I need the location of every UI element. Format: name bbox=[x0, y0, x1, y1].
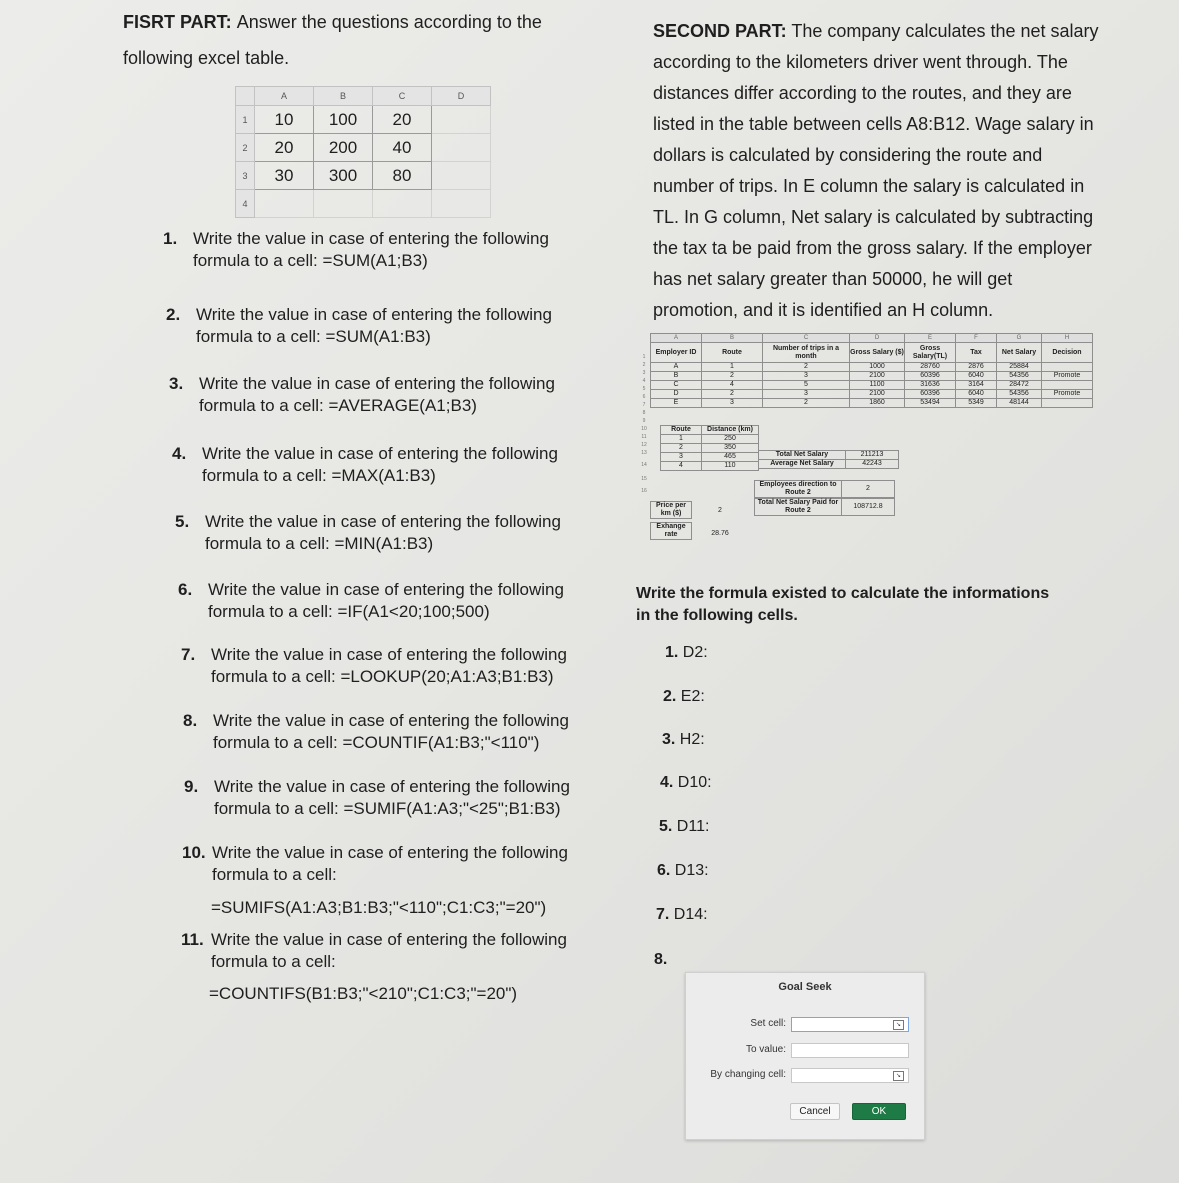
row-header: 4 bbox=[236, 190, 255, 218]
table-cell: 30 bbox=[255, 162, 314, 190]
table-cell: 40 bbox=[373, 134, 432, 162]
row-number: 11 bbox=[641, 434, 647, 440]
col-header: C bbox=[763, 334, 850, 343]
header-cell: Tax bbox=[956, 343, 997, 363]
table-cell: 6040 bbox=[956, 390, 997, 399]
cell-item-1 bbox=[665, 644, 708, 662]
question-number: 11. bbox=[181, 930, 204, 949]
question-formula: formula to a cell: =SUMIF(A1:A3;"<25";B1:B3) bbox=[214, 799, 561, 818]
table-cell: 1 bbox=[702, 363, 763, 372]
cell-label: D10: bbox=[677, 774, 712, 791]
table-cell bbox=[1042, 363, 1093, 372]
row-number: 10 bbox=[641, 426, 647, 432]
table-cell bbox=[373, 190, 432, 218]
formula-prompt bbox=[636, 583, 1049, 627]
ok-button[interactable]: OK bbox=[852, 1103, 906, 1120]
table-cell: 60396 bbox=[905, 390, 956, 399]
table-cell: 2876 bbox=[956, 363, 997, 372]
question-formula: =SUMIFS(A1:A3;B1:B3;"<110";C1:C3;"=20") bbox=[211, 898, 547, 917]
col-header: G bbox=[997, 334, 1042, 343]
header-cell: Gross Salary(TL) bbox=[905, 343, 956, 363]
table-cell: C bbox=[651, 381, 702, 390]
avg-net-label: Average Net Salary bbox=[758, 459, 846, 469]
table-cell bbox=[432, 106, 491, 134]
cell-number: 4. bbox=[660, 774, 674, 791]
row-number: 3 bbox=[642, 370, 646, 376]
question-number: 3. bbox=[169, 374, 184, 393]
col-header: C bbox=[373, 87, 432, 106]
row-number: 7 bbox=[642, 402, 646, 408]
table-cell bbox=[1042, 381, 1093, 390]
total-net-label: Total Net Salary bbox=[758, 450, 846, 460]
part2-line: TL. In G column, Net salary is calculated by subtracting bbox=[653, 207, 1094, 227]
question-number: 10. bbox=[182, 843, 206, 862]
question-10 bbox=[182, 842, 572, 886]
question-9 bbox=[184, 776, 574, 820]
question-text: Write the value in case of entering the following bbox=[211, 645, 567, 664]
cell-label: H2: bbox=[679, 731, 705, 748]
question-number: 6. bbox=[178, 580, 193, 599]
row-number: 5 bbox=[642, 386, 646, 392]
row-header: 2 bbox=[236, 134, 255, 162]
question-text: Write the value in case of entering the following bbox=[193, 229, 549, 248]
set-cell-input[interactable] bbox=[791, 1017, 909, 1032]
row-number: 1 bbox=[642, 354, 646, 360]
table-cell: 20 bbox=[255, 134, 314, 162]
table-cell: 4 bbox=[661, 462, 702, 471]
by-changing-cell-input[interactable] bbox=[791, 1068, 909, 1083]
table-cell: 3 bbox=[763, 390, 850, 399]
col-header: D bbox=[432, 87, 491, 106]
table-cell: 5349 bbox=[956, 399, 997, 408]
table-cell: 3 bbox=[763, 372, 850, 381]
question-formula: =COUNTIFS(B1:B3;"<210";C1:C3;"=20") bbox=[209, 984, 518, 1003]
header-cell: Number of trips in a month bbox=[763, 343, 850, 363]
exchange-rate-value: 28.76 bbox=[711, 530, 729, 537]
question-text: Write the value in case of entering the following bbox=[213, 711, 569, 730]
table-cell: B bbox=[651, 372, 702, 381]
cell-label: D2: bbox=[682, 644, 708, 661]
formula-prompt-line2: in the following cells. bbox=[636, 607, 798, 624]
table-cell: 31636 bbox=[905, 381, 956, 390]
question-formula: formula to a cell: =SUM(A1:B3) bbox=[196, 327, 431, 346]
table-cell: 250 bbox=[702, 435, 759, 444]
cell-item-8 bbox=[654, 951, 667, 969]
row-header: 3 bbox=[236, 162, 255, 190]
cell-number: 2. bbox=[663, 688, 677, 705]
table-cell bbox=[1042, 399, 1093, 408]
part2-line: number of trips. In E column the salary is calculated in bbox=[653, 176, 1085, 196]
cell-item-2 bbox=[663, 688, 705, 706]
cell-number: 3. bbox=[662, 731, 676, 748]
question-formula: formula to a cell: =COUNTIF(A1:B3;"<110") bbox=[213, 733, 540, 752]
question-formula: formula to a cell: =MIN(A1:B3) bbox=[205, 534, 434, 553]
part2-line: The company calculates the net salary bbox=[791, 21, 1099, 41]
question-5 bbox=[175, 511, 565, 555]
employees-direction-value: 2 bbox=[841, 480, 895, 498]
row-number: 6 bbox=[642, 394, 646, 400]
header-cell: Gross Salary ($) bbox=[850, 343, 905, 363]
table-cell: 5 bbox=[763, 381, 850, 390]
table-cell: 20 bbox=[373, 106, 432, 134]
header-cell: Route bbox=[702, 343, 763, 363]
exchange-rate-label: Exhange rate bbox=[650, 522, 692, 540]
col-header: F bbox=[956, 334, 997, 343]
table-cell: Promote bbox=[1042, 372, 1093, 381]
table-cell: 4 bbox=[702, 381, 763, 390]
row-number: 15 bbox=[641, 476, 647, 482]
header-cell: Route bbox=[661, 426, 702, 435]
table-cell: 2100 bbox=[850, 390, 905, 399]
part2-line: distances differ according to the routes, and they are bbox=[653, 83, 1072, 103]
row-number-column bbox=[640, 353, 648, 495]
question-6 bbox=[178, 579, 568, 623]
table-cell: 2 bbox=[763, 363, 850, 372]
corner-cell bbox=[236, 87, 255, 106]
question-number: 5. bbox=[175, 512, 190, 531]
question-text: Write the value in case of entering the following bbox=[214, 777, 570, 796]
header-cell: Net Salary bbox=[997, 343, 1042, 363]
question-formula: formula to a cell: =AVERAGE(A1;B3) bbox=[199, 396, 477, 415]
price-per-km-value: 2 bbox=[718, 507, 722, 514]
table-cell: 2 bbox=[763, 399, 850, 408]
table-cell: 48144 bbox=[997, 399, 1042, 408]
question-formula: formula to a cell: =SUM(A1;B3) bbox=[193, 251, 428, 270]
table-cell: 54356 bbox=[997, 390, 1042, 399]
row-number: 9 bbox=[642, 418, 646, 424]
question-7 bbox=[181, 644, 571, 688]
table-cell: 6040 bbox=[956, 372, 997, 381]
table-cell: 1 bbox=[661, 435, 702, 444]
part2-heading: SECOND PART: bbox=[653, 21, 787, 41]
table-cell: A bbox=[651, 363, 702, 372]
col-header: B bbox=[314, 87, 373, 106]
cell-number: 8. bbox=[654, 951, 668, 968]
table-cell: 3 bbox=[661, 453, 702, 462]
table-cell bbox=[255, 190, 314, 218]
avg-net-value: 42243 bbox=[845, 459, 899, 469]
cell-label: D13: bbox=[674, 862, 709, 879]
col-header: E bbox=[905, 334, 956, 343]
goal-seek-dialog bbox=[685, 972, 925, 1140]
cell-item-5 bbox=[659, 818, 709, 836]
table-cell bbox=[432, 162, 491, 190]
table-cell: 60396 bbox=[905, 372, 956, 381]
question-8 bbox=[183, 710, 573, 754]
table-cell: 54356 bbox=[997, 372, 1042, 381]
question-formula: formula to a cell: =LOOKUP(20;A1:A3;B1:B3) bbox=[211, 667, 554, 686]
table-cell: 28472 bbox=[997, 381, 1042, 390]
total-paid-value: 108712.8 bbox=[841, 498, 895, 516]
table-cell: 1860 bbox=[850, 399, 905, 408]
table-cell: Promote bbox=[1042, 390, 1093, 399]
part2-description bbox=[653, 16, 1138, 326]
question-number: 7. bbox=[181, 645, 196, 664]
row-number: 4 bbox=[642, 378, 646, 384]
table-cell: D bbox=[651, 390, 702, 399]
table-cell: 2 bbox=[702, 390, 763, 399]
table-cell: 10 bbox=[255, 106, 314, 134]
table-cell: 25884 bbox=[997, 363, 1042, 372]
table-cell: 2 bbox=[702, 372, 763, 381]
cell-item-4 bbox=[660, 774, 712, 792]
part2-line: promotion, and it is identified an H column. bbox=[653, 300, 994, 320]
table-cell: 1000 bbox=[850, 363, 905, 372]
question-text: Write the value in case of entering the following bbox=[196, 305, 552, 324]
question-text: Write the value in case of entering the following bbox=[208, 580, 564, 599]
row-number: 8 bbox=[642, 410, 646, 416]
col-header: A bbox=[255, 87, 314, 106]
table-cell: 465 bbox=[702, 453, 759, 462]
total-net-value: 211213 bbox=[845, 450, 899, 460]
col-header: H bbox=[1042, 334, 1093, 343]
formula-prompt-line1: Write the formula existed to calculate the informations bbox=[636, 585, 1050, 602]
part2-line: has net salary greater than 50000, he will get bbox=[653, 269, 1013, 289]
table-cell bbox=[314, 190, 373, 218]
table-cell: 80 bbox=[373, 162, 432, 190]
header-cell: Employer ID bbox=[651, 343, 702, 363]
table-cell: 28760 bbox=[905, 363, 956, 372]
table-cell: 1100 bbox=[850, 381, 905, 390]
by-changing-cell-label: By changing cell: bbox=[710, 1069, 786, 1080]
cell-label: E2: bbox=[680, 688, 705, 705]
table-cell: 200 bbox=[314, 134, 373, 162]
question-1 bbox=[163, 228, 553, 272]
question-formula: formula to a cell: =IF(A1<20;100;500) bbox=[208, 602, 490, 621]
question-2 bbox=[166, 304, 556, 348]
question-text: formula to a cell: bbox=[212, 865, 337, 884]
price-per-km-label: Price per km ($) bbox=[650, 501, 692, 519]
question-text: Write the value in case of entering the following bbox=[212, 843, 568, 862]
to-value-input[interactable] bbox=[791, 1043, 909, 1058]
row-number: 2 bbox=[642, 362, 646, 368]
row-number: 14 bbox=[641, 462, 647, 468]
part2-line: according to the kilometers driver went through. The bbox=[653, 52, 1068, 72]
part1-heading bbox=[123, 12, 542, 33]
table-cell: E bbox=[651, 399, 702, 408]
table-cell: 2 bbox=[661, 444, 702, 453]
table-cell bbox=[432, 190, 491, 218]
row-number: 16 bbox=[641, 488, 647, 494]
cell-number: 7. bbox=[656, 906, 670, 923]
table-cell: 100 bbox=[314, 106, 373, 134]
salary-table bbox=[650, 333, 1093, 408]
table-cell: 350 bbox=[702, 444, 759, 453]
table-cell: 2100 bbox=[850, 372, 905, 381]
row-header: 1 bbox=[236, 106, 255, 134]
table-cell: 3164 bbox=[956, 381, 997, 390]
goal-seek-title: Goal Seek bbox=[778, 981, 832, 993]
cancel-button[interactable]: Cancel bbox=[790, 1103, 840, 1120]
cell-item-3 bbox=[662, 731, 705, 749]
salary-sheet bbox=[640, 333, 1110, 553]
question-text: Write the value in case of entering the following bbox=[202, 444, 558, 463]
question-number: 9. bbox=[184, 777, 199, 796]
question-text: formula to a cell: bbox=[211, 952, 336, 971]
table-cell bbox=[432, 134, 491, 162]
question-number: 1. bbox=[163, 229, 178, 248]
header-cell: Decision bbox=[1042, 343, 1093, 363]
part1-intro-line2: following excel table. bbox=[123, 48, 290, 68]
to-value-label: To value: bbox=[745, 1044, 786, 1055]
col-header: B bbox=[702, 334, 763, 343]
cell-number: 1. bbox=[665, 644, 679, 661]
row-number: 13 bbox=[641, 450, 647, 456]
question-number: 8. bbox=[183, 711, 198, 730]
table-cell: 3 bbox=[702, 399, 763, 408]
row-number: 12 bbox=[641, 442, 647, 448]
question-number: 2. bbox=[166, 305, 181, 324]
total-paid-label: Total Net Salary Paid for Route 2 bbox=[754, 498, 842, 516]
cell-label: D14: bbox=[673, 906, 708, 923]
question-11 bbox=[181, 929, 571, 973]
question-3 bbox=[169, 373, 559, 417]
question-formula: formula to a cell: =MAX(A1:B3) bbox=[202, 466, 436, 485]
part1-intro-line1: Answer the questions according to the bbox=[236, 12, 542, 32]
set-cell-label: Set cell: bbox=[750, 1018, 786, 1029]
cell-item-7 bbox=[656, 906, 708, 924]
question-number: 4. bbox=[172, 444, 187, 463]
cell-label: D11: bbox=[676, 818, 710, 835]
part2-line: the tax ta be paid from the gross salary. If the employer bbox=[653, 238, 1092, 258]
cell-number: 6. bbox=[657, 862, 671, 879]
question-4 bbox=[172, 443, 562, 487]
question-text: Write the value in case of entering the following bbox=[211, 930, 567, 949]
employees-direction-label: Employees direction to Route 2 bbox=[754, 480, 842, 498]
table-cell: 300 bbox=[314, 162, 373, 190]
question-text: Write the value in case of entering the following bbox=[199, 374, 555, 393]
question-text: Write the value in case of entering the following bbox=[205, 512, 561, 531]
col-header: A bbox=[651, 334, 702, 343]
small-excel-table bbox=[235, 86, 491, 218]
col-header: D bbox=[850, 334, 905, 343]
part2-line: dollars is calculated by considering the route and bbox=[653, 145, 1043, 165]
part2-line: listed in the table between cells A8:B12. Wage salary in bbox=[653, 114, 1094, 134]
cell-number: 5. bbox=[659, 818, 673, 835]
header-cell: Distance (km) bbox=[702, 426, 759, 435]
table-cell: 53494 bbox=[905, 399, 956, 408]
route-table bbox=[660, 425, 759, 471]
part1-heading-label: FISRT PART: bbox=[123, 12, 232, 32]
range-picker-icon[interactable]: ↘ bbox=[893, 1071, 904, 1081]
cell-item-6 bbox=[657, 862, 709, 880]
range-picker-icon[interactable]: ↘ bbox=[893, 1020, 904, 1030]
table-cell: 110 bbox=[702, 462, 759, 471]
